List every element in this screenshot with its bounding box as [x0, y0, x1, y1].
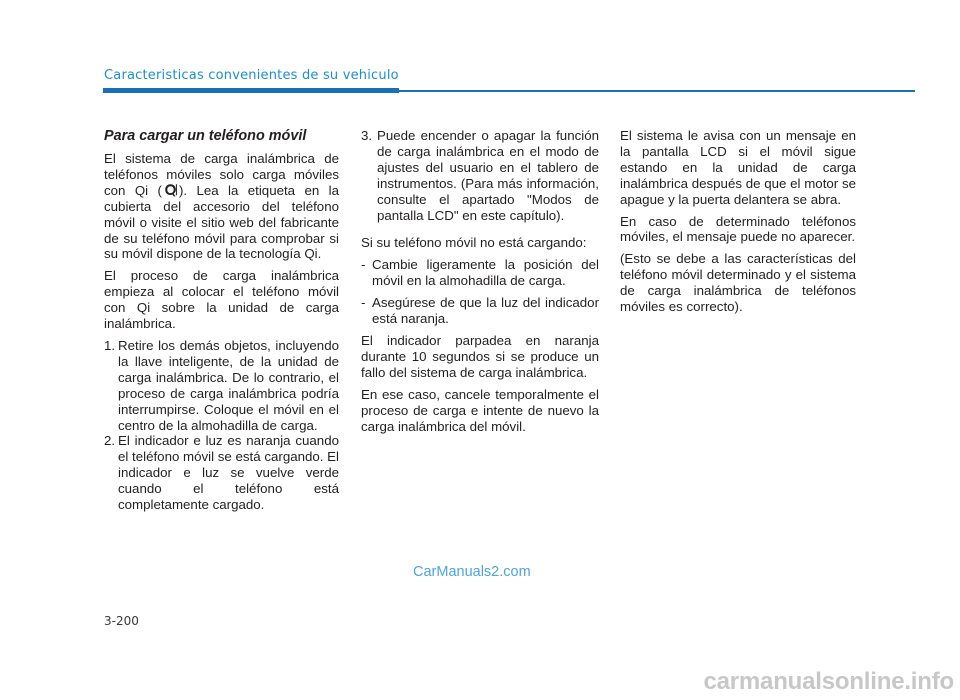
header-rule-thin — [399, 90, 915, 92]
list-number: 1. — [104, 337, 116, 353]
paragraph: En ese caso, cancele temporalmente el proceso de carga e intente de nuevo la carga inalámbrica del móvil. — [361, 386, 599, 434]
paragraph: (Esto se debe a las características del teléfono móvil determinado y el sistema de carga inalámbrica de teléfonos móviles es correcto). — [620, 251, 856, 315]
numbered-list — [361, 128, 599, 223]
list-dash: - — [361, 257, 366, 273]
paragraph: En caso de determinado teléfonos móviles, el mensaje puede no aparecer. — [620, 213, 856, 245]
list-item — [361, 257, 599, 289]
list-item — [361, 128, 599, 223]
paragraph-text: ). Lea la etiqueta en la cubierta del accesorio del teléfono móvil o visite el sitio web del fabricante de su teléfono móvil para comprobar si su móvil dispone de la tecnología Qi. — [104, 182, 339, 262]
site-watermark-link[interactable]: CarManuals2.com — [413, 564, 531, 580]
paragraph — [104, 151, 339, 262]
section-heading: Para cargar un teléfono móvil — [104, 128, 307, 144]
paragraph-text: El sistema de carga inalámbrica de teléfonos móviles solo carga móviles con Qi ( — [104, 151, 339, 198]
header-rule-thick — [103, 88, 399, 93]
list-item-text: Puede encender o apagar la función de carga inalámbrica en el modo de ajustes del usuario en el tablero de instrumentos. (Para más información, consulte el apartado "Modos de pantalla LCD" en este capítulo). — [377, 128, 599, 223]
text-column-2 — [361, 128, 599, 440]
text-column-3 — [620, 128, 856, 321]
paragraph: El sistema le avisa con un mensaje en la pantalla LCD si el móvil sigue estando en la unidad de carga inalámbrica después de que el motor se apague y la puerta delantera se abra. — [620, 128, 856, 207]
section-header-title: Caracteristicas convenientes de su vehiculo — [104, 68, 399, 83]
page-number: 3-200 — [104, 614, 139, 628]
text-column-1 — [104, 128, 339, 513]
list-item — [104, 338, 339, 433]
dash-list — [361, 257, 599, 327]
list-dash: - — [361, 295, 366, 311]
list-item-text: Asegúrese de que la luz del indicador está naranja. — [372, 295, 599, 327]
list-number: 2. — [104, 433, 116, 449]
qi-logo-icon — [164, 183, 177, 197]
footer-watermark: carmanualsonline.info — [703, 668, 954, 695]
paragraph: El proceso de carga inalámbrica empieza al colocar el teléfono móvil con Qi sobre la unidad de carga inalámbrica. — [104, 268, 339, 332]
list-item-text: Retire los demás objetos, incluyendo la llave inteligente, de la unidad de carga inalámbrica. De lo contrario, el proceso de carga inalámbrica podría interrumpirse. Coloque el móvil en el centro de la almohadilla de carga. — [118, 337, 339, 433]
list-number: 3. — [361, 128, 373, 143]
list-item-text: El indicador e luz es naranja cuando el teléfono móvil se está cargando. El indicador e luz se vuelve verde cuando el teléfono está completamente cargado. — [118, 433, 340, 513]
list-item — [104, 433, 339, 513]
numbered-list — [104, 338, 339, 513]
paragraph: Si su teléfono móvil no está cargando: — [361, 235, 587, 251]
list-item — [361, 295, 599, 327]
list-item-text: Cambie ligeramente la posición del móvil en la almohadilla de carga. — [372, 257, 599, 289]
paragraph: El indicador parpadea en naranja durante 10 segundos si se produce un fallo del sistema de carga inalámbrica. — [361, 332, 599, 380]
